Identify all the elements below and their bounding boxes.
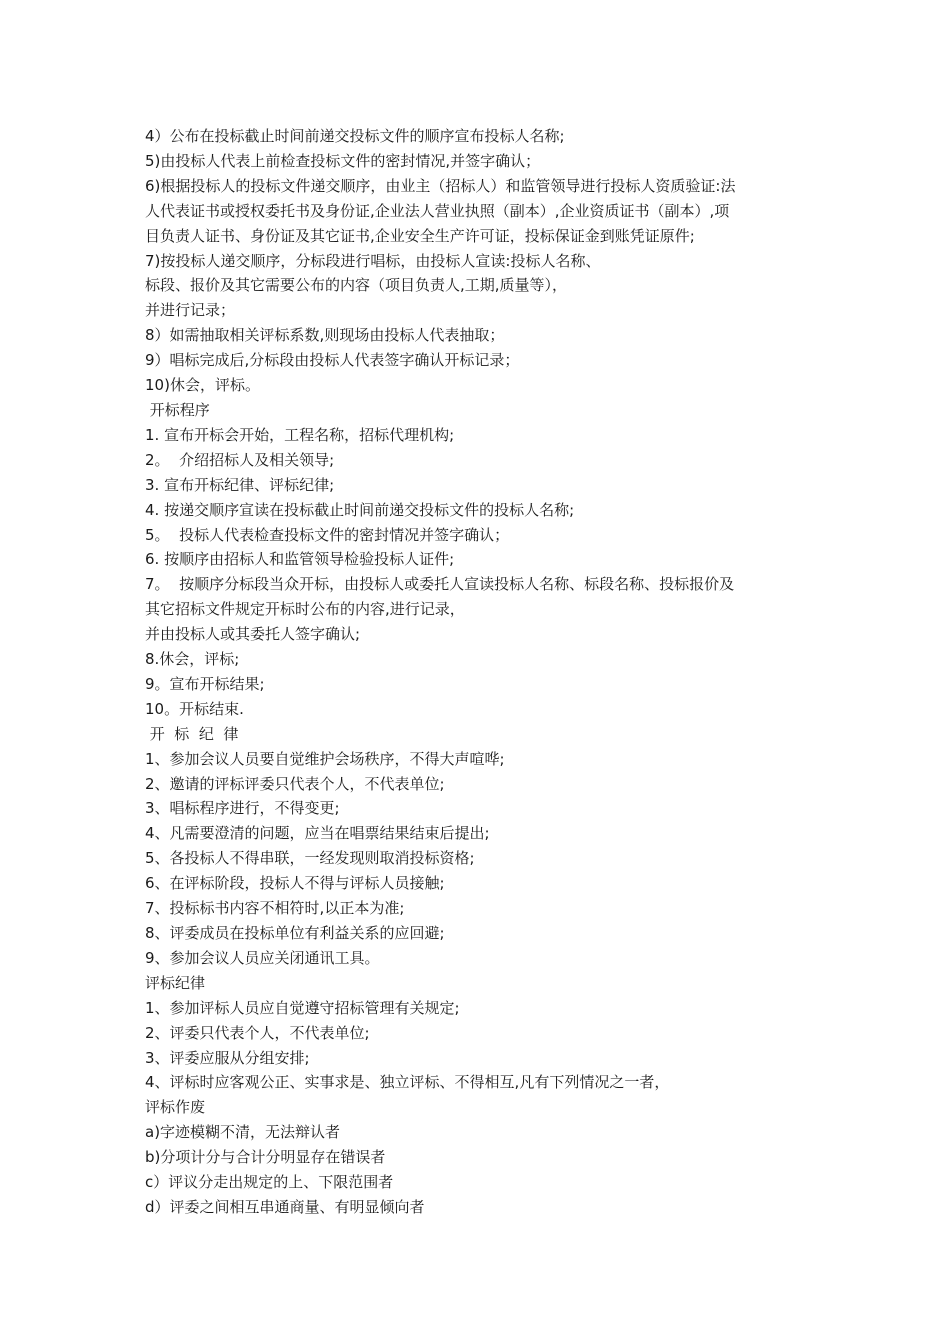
text-line: 标段、报价及其它需要公布的内容（项目负责人,工期,质量等）， (145, 276, 568, 295)
text-line: 3、评委应服从分组安排; (145, 1048, 310, 1067)
text-line: 1. 宣布开标会开始，工程名称，招标代理机构; (145, 425, 455, 444)
text-line: 7。 按顺序分标段当众开标，由投标人或委托人宣读投标人名称、标段名称、投标报价及 (145, 575, 735, 594)
text-line: 10。开标结束. (145, 699, 244, 718)
text-line: 5、各投标人不得串联，一经发现则取消投标资格; (145, 849, 475, 868)
text-line: 8.休会，评标; (145, 650, 240, 669)
text-line: 2、邀请的评标评委只代表个人，不代表单位; (145, 774, 445, 793)
text-line: 10)休会，评标。 (145, 376, 260, 395)
text-line: 6、在评标阶段，投标人不得与评标人员接触; (145, 874, 445, 893)
text-line: 1、参加会议人员要自觉维护会场秩序，不得大声喧哗; (145, 749, 505, 768)
text-line: 6)根据投标人的投标文件递交顺序，由业主（招标人）和监管领导进行投标人资质验证:法 (145, 176, 736, 195)
section-heading-opening-discipline: 开 标 纪 律 (145, 724, 239, 743)
document-body (145, 124, 815, 1220)
text-line: 7、投标标书内容不相符时,以正本为准; (145, 899, 405, 918)
text-line: 3. 宣布开标纪律、评标纪律; (145, 475, 335, 494)
text-line: 9、参加会议人员应关闭通讯工具。 (145, 948, 380, 967)
text-line: 2。 介绍招标人及相关领导; (145, 450, 335, 469)
text-line: c）评议分走出规定的上、下限范围者 (145, 1173, 394, 1192)
text-line: 4、凡需要澄清的问题，应当在唱票结果结束后提出; (145, 824, 490, 843)
text-line: 4. 按递交顺序宣读在投标截止时间前递交投标文件的投标人名称; (145, 500, 575, 519)
text-line: 3、唱标程序进行，不得变更; (145, 799, 340, 818)
text-line: 4、评标时应客观公正、实事求是、独立评标、不得相互,凡有下列情况之一者， (145, 1073, 670, 1092)
text-line: 9）唱标完成后,分标段由投标人代表签字确认开标记录； (145, 351, 520, 370)
text-line: 目负责人证书、身份证及其它证书,企业安全生产许可证，投标保证金到账凭证原件; (145, 226, 695, 245)
text-line: 2、评委只代表个人，不代表单位; (145, 1023, 370, 1042)
text-line: 其它招标文件规定开标时公布的内容,进行记录， (145, 600, 465, 619)
text-line: 4）公布在投标截止时间前递交投标文件的顺序宣布投标人名称; (145, 127, 565, 145)
text-line: 并进行记录； (145, 301, 236, 320)
text-line: 评标作废 (145, 1098, 206, 1117)
text-line: 9。宣布开标结果; (145, 674, 265, 693)
text-line: 1、参加评标人员应自觉遵守招标管理有关规定; (145, 998, 460, 1017)
text-line: 5。 投标人代表检查投标文件的密封情况并签字确认； (145, 525, 510, 544)
text-line: 8、评委成员在投标单位有利益关系的应回避; (145, 924, 445, 942)
text-line: a)字迹模糊不清，无法辩认者 (145, 1123, 341, 1142)
text-line: 人代表证书或授权委托书及身份证,企业法人营业执照（副本）,企业资质证书（副本）,项 (145, 201, 730, 220)
text-line: 5)由投标人代表上前检查投标文件的密封情况,并签字确认； (145, 151, 541, 170)
text-line: 6. 按顺序由招标人和监管领导检验投标人证件; (145, 550, 455, 569)
text-line: b)分项计分与合计分明显存在错误者 (145, 1148, 386, 1167)
text-line: 8）如需抽取相关评标系数,则现场由投标人代表抽取； (145, 326, 505, 345)
section-heading-evaluation-discipline: 评标纪律 (145, 973, 206, 992)
text-line: 并由投标人或其委托人签字确认; (145, 625, 361, 644)
text-line: d）评委之间相互串通商量、有明显倾向者 (145, 1197, 425, 1216)
text-line: 7)按投标人递交顺序，分标段进行唱标，由投标人宣读:投标人名称、 (145, 251, 601, 270)
section-heading-opening-procedure: 开标程序 (145, 400, 210, 419)
